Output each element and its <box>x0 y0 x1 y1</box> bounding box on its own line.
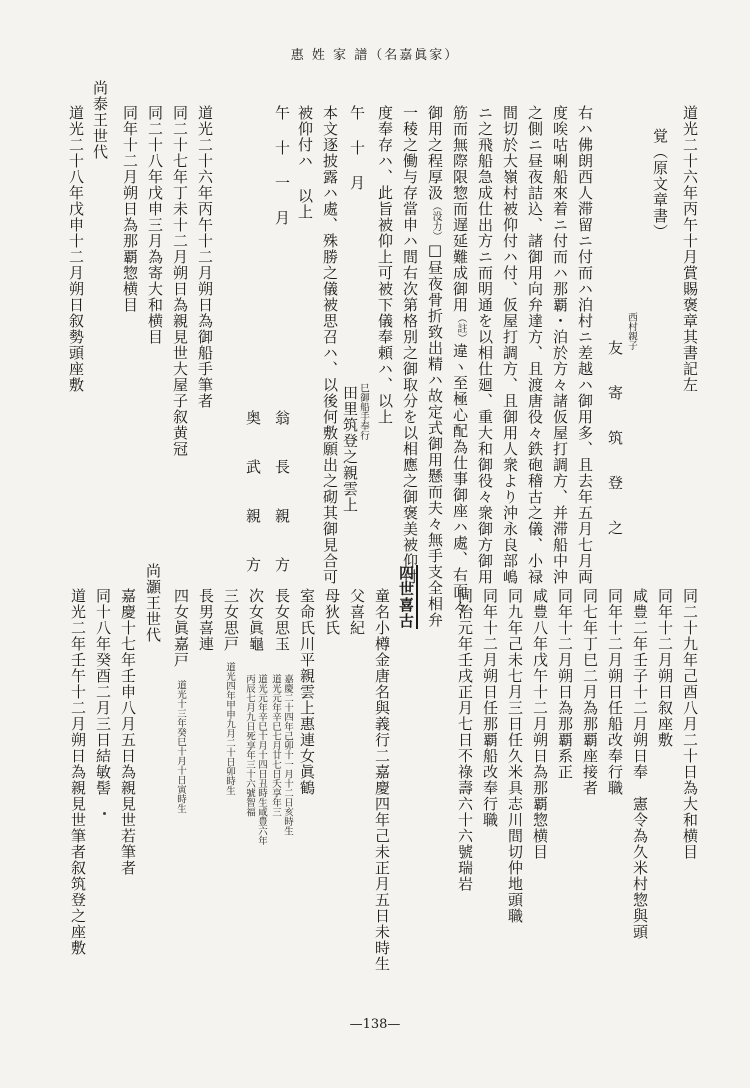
lower-col-1: 同二十九年己酉八月二十日為大和横目 <box>681 588 699 860</box>
upper-col-14: 本文逐披露ハ處、殊勝之儀被思召ハ、以後何敷願出之砌其御見合可 <box>321 105 339 585</box>
upper-col-12-note1: 巳御船手奉行 <box>358 383 369 440</box>
lower-col-21: 尚灝王世代 <box>144 563 162 643</box>
page-header: 惠 姓 家 譜（名嘉眞家） <box>290 48 460 63</box>
upper-col-6: 之側ニ昼夜詰込、諸御用向弁達方、且渡唐役々鉄砲稽古之儀、小禄 <box>526 105 544 585</box>
lower-col-24: 道光二年壬午十二月朔日為親見世筆者叙筑登之座敷 <box>69 588 87 956</box>
lower-col-17-label: 次女眞龜 <box>247 588 265 652</box>
lower-col-18-label: 三女思戸 <box>222 588 240 652</box>
upper-col-19: 同二十七年丁未十二月朔日為親見世大屋子叙黄冠 <box>171 105 189 457</box>
upper-col-1: 道光二十六年丙午十月賞賜褒章其書記左 <box>681 105 699 393</box>
upper-col-10-b: □昼夜骨折致出精ハ故定式御用懸而夫々無手支全相弁 <box>426 241 444 628</box>
upper-col-11: 一稜之働与存當申ハ間右次第格別之御取分を以相應之御褒美被仰付 <box>401 105 419 585</box>
upper-col-22: 尚泰王世代 <box>91 80 109 160</box>
upper-col-8: ニ之飛船急成仕出方ニ而明通を以相仕廻、重大和御役々衆御方御用 <box>476 105 494 585</box>
lower-col-10: 同治元年壬戌正月七日不祿壽六十六號瑞岩 <box>456 588 474 892</box>
upper-col-10 <box>425 105 445 628</box>
upper-col-20: 同二十八年戊申三月為寄大和横目 <box>146 105 164 345</box>
upper-col-13: 午 十 月 <box>348 105 366 191</box>
upper-col-5: 度唉咕唎船來着ニ付而ハ那覇・泊於方々諸仮屋打調方、并滞船中沖 <box>551 105 569 585</box>
upper-col-23: 道光二十八年戊申十二月朔日叙勢頭座敷 <box>67 105 85 393</box>
lower-col-23: 同十八年癸酉二月三日結敏髻 <box>94 588 112 796</box>
lower-col-17-note-1: 道光元年辛巳十月十四日丑時生咸豊六年 <box>256 674 267 845</box>
lower-col-9: 同年十二月朔日任那覇船改奉行職 <box>481 588 499 828</box>
lower-col-5: 同七年丁巳二月為那覇座接者 <box>581 588 599 796</box>
generation-heading: 四世喜古 <box>396 565 418 629</box>
upper-col-9 <box>450 105 470 615</box>
lower-col-19: 長男喜連 <box>197 588 215 652</box>
upper-col-9-a: 筋而無際限惣而遅延難成御用 <box>451 105 469 313</box>
upper-col-16-sig: 翁 長 親 方 <box>273 410 291 580</box>
lower-col-22: 嘉慶十七年壬申八月五日為親見世若筆者 <box>119 588 137 876</box>
upper-col-18: 道光二十六年丙午十二月朔日為御船手筆者 <box>196 105 214 409</box>
lower-col-13: 父喜紀 <box>348 588 366 636</box>
page-number: —138— <box>349 1017 401 1032</box>
upper-col-7: 間切於大嶺村被仰付ハ付、仮屋打調方、且御用人衆より沖永良部嶋 <box>501 105 519 585</box>
lower-col-20-note-1: 道光十三年癸巳十月十日寅時生 <box>175 680 186 813</box>
upper-col-10-note: （没力） <box>430 201 441 241</box>
upper-col-17-sig: 奥 武 親 方 <box>244 410 262 580</box>
lower-col-15: 室命氏川平親雲上惠連女眞鶴 <box>298 588 316 796</box>
lower-col-20-label: 四女眞嘉戸 <box>172 588 190 668</box>
lower-col-2: 同年十二月朔日叙座敷 <box>656 588 674 748</box>
lower-col-4: 同年十二月朔日任船改奉行職 <box>606 588 624 796</box>
lower-col-12: 童名小樽金唐名與義行二嘉慶四年己未正月五日未時生 <box>373 588 391 972</box>
upper-col-12: 度奉存ハ、此旨被仰上可被下儀奉頼ハ、以上 <box>376 105 394 425</box>
lower-col-6: 同年十二月朔日為那覇系正 <box>556 588 574 780</box>
lower-col-3: 咸豊二年壬子十二月朔日奉 憲令為久米村惣與頭 <box>631 588 649 940</box>
upper-col-2: 覚（原文章書） <box>651 128 669 240</box>
upper-col-15: 被仰付ハ 以上 <box>296 105 314 220</box>
upper-col-16-date: 午 十 一 月 <box>273 105 291 226</box>
lower-col-16-label: 長女思玉 <box>273 588 291 652</box>
lower-col-16-note-2: 道光元年辛巳七月廿七日夭享年三 <box>270 674 281 817</box>
lower-col-17-note-2: 丙辰七月九日死享年三十六號智福 <box>244 674 255 817</box>
upper-col-10-a: 御用之程厚汲 <box>426 105 444 201</box>
upper-col-3: 友 寄 筑 登 之 <box>606 340 624 541</box>
lower-col-16-note-1: 嘉慶二十四年己卯十一月十二日亥時生 <box>282 674 293 836</box>
ink-speck <box>103 812 106 815</box>
lower-col-18-note-1: 道光四年甲申九月二十日卯時生 <box>224 662 235 795</box>
upper-col-9-note: （註） <box>455 313 466 343</box>
upper-col-3-note: 西村親子 <box>626 312 637 350</box>
upper-col-12-note2: 田里筑登之親雲上 <box>341 385 359 513</box>
upper-col-9-b: 違ヽ至極心配為仕事御座ハ處、右面々 <box>451 343 469 615</box>
upper-col-21: 同年十二月朔日為那覇惣横目 <box>121 105 139 313</box>
upper-col-4: 右ハ佛朗西人滞留ニ付而ハ泊村ニ差越ハ御用多、且去年五月七月両 <box>576 105 594 585</box>
lower-col-8: 同九年己未七月三日任久米具志川間切仲地頭職 <box>506 588 524 924</box>
lower-col-14: 母狄氏 <box>323 588 341 636</box>
lower-col-7: 咸豊八年戊午十二月朔日為那覇惣横目 <box>531 588 549 860</box>
